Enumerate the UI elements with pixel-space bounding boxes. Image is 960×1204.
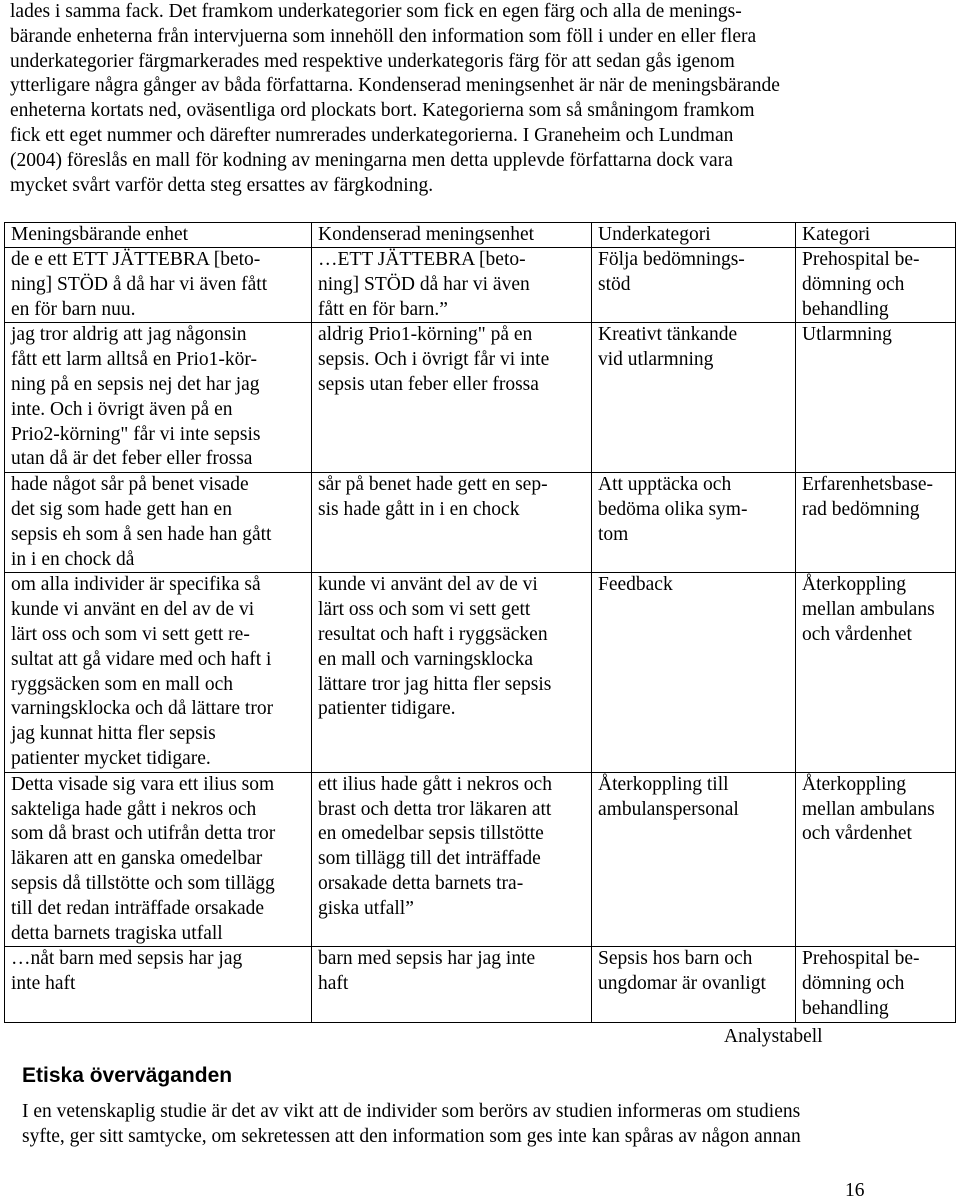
cell-line: Prehospital be- — [802, 948, 920, 970]
cell-line: sakteliga hade gått i nekros och — [11, 798, 257, 820]
cell-line: fått en för barn.” — [318, 298, 448, 320]
cell-line: en för barn nuu. — [11, 298, 136, 320]
cell-line: om alla individer är specifika så — [11, 574, 261, 596]
cell-kategori — [796, 573, 956, 772]
cell-underkategori — [592, 473, 796, 573]
cell-line: aldrig Prio1-körning" på en — [318, 324, 533, 346]
cell-line: lärt oss och som vi sett gett re- — [11, 623, 250, 645]
section-heading: Etiska överväganden — [22, 1064, 233, 1087]
cell-line: Återkoppling — [802, 574, 906, 596]
cell-line: ambulanspersonal — [598, 798, 739, 820]
cell-line: mellan ambulans — [802, 599, 935, 621]
cell-line: som då brast och utifrån detta tror — [11, 823, 276, 845]
cell-line: Återkoppling — [802, 773, 906, 795]
cell-line: in i en chock då — [11, 548, 135, 570]
cell-kondenserad-meningsenhet — [312, 473, 592, 573]
cell-line: Feedback — [598, 574, 673, 596]
paragraph-line: I en vetenskaplig studie är det av vikt att de individer som berörs av studien informeras om studiens — [22, 1101, 801, 1122]
header-kategori: Kategori — [796, 223, 956, 248]
cell-meningsbarande-enhet — [5, 323, 312, 473]
table-body — [5, 248, 956, 1023]
cell-line: utan då är det feber eller frossa — [11, 448, 253, 470]
intro-paragraph — [10, 0, 945, 198]
cell-line: Prehospital be- — [802, 249, 920, 270]
cell-line: sepsis. Och i övrigt får vi inte — [318, 349, 550, 371]
cell-line: rad bedömning — [802, 498, 920, 520]
cell-kategori — [796, 772, 956, 947]
header-underkategori: Underkategori — [592, 223, 796, 248]
cell-line: sultat att gå vidare med och haft i — [11, 648, 272, 670]
cell-underkategori — [592, 323, 796, 473]
paragraph-line: enheterna kortats ned, oväsentliga ord plockats bort. Kategorierna som så småningom framkom — [10, 100, 755, 122]
cell-line: ett ilius hade gått i nekros och — [318, 773, 552, 795]
page-number: 16 — [845, 1180, 865, 1201]
cell-line: sår på benet hade gett en sep- — [318, 474, 548, 496]
cell-line: ungdomar är ovanligt — [598, 973, 766, 995]
cell-line: Utlarmning — [802, 324, 892, 346]
cell-line: inte haft — [11, 973, 76, 995]
paragraph-line: ytterligare några gånger av båda författarna. Kondenserad meningsenhet är när de meningsbärande — [10, 75, 780, 97]
table-row — [5, 772, 956, 947]
cell-meningsbarande-enhet — [5, 248, 312, 323]
cell-line: hade något sår på benet visade — [11, 474, 249, 496]
cell-line: …ETT JÄTTEBRA [beto- — [318, 249, 526, 270]
cell-line: mellan ambulans — [802, 798, 935, 820]
cell-line: Prio2-körning" får vi inte sepsis — [11, 423, 261, 445]
cell-line: en omedelbar sepsis tillstötte — [318, 823, 544, 845]
paragraph-line: lades i samma fack. Det framkom underkategorier som fick en egen färg och alla de menings- — [10, 1, 742, 22]
cell-kondenserad-meningsenhet — [312, 573, 592, 772]
paragraph-line: mycket svårt varför detta steg ersattes av färgkodning. — [10, 174, 434, 196]
cell-line: Erfarenhetsbase- — [802, 474, 934, 496]
cell-line: ning på en sepsis nej det har jag — [11, 373, 260, 395]
cell-line: barn med sepsis har jag inte — [318, 948, 536, 970]
cell-line: ning] STÖD då har vi även — [318, 273, 530, 295]
cell-line: vid utlarmning — [598, 349, 714, 371]
cell-line: patienter tidigare. — [318, 698, 456, 720]
cell-line: jag kunnat hitta fler sepsis — [11, 723, 216, 745]
cell-line: jag tror aldrig att jag någonsin — [11, 324, 247, 346]
table-row — [5, 947, 956, 1022]
cell-line: behandling — [802, 997, 889, 1019]
cell-line: patienter mycket tidigare. — [11, 747, 211, 769]
cell-line: tom — [598, 523, 629, 545]
cell-line: lättare tror jag hitta fler sepsis — [318, 673, 552, 695]
cell-line: sepsis eh som å sen hade han gått — [11, 523, 272, 545]
cell-line: behandling — [802, 298, 889, 320]
cell-line: lärt oss och som vi sett gett — [318, 599, 531, 621]
cell-line: brast och detta tror läkaren att — [318, 798, 552, 820]
cell-kategori — [796, 248, 956, 323]
paragraph-line: syfte, ger sitt samtycke, om sekretessen att den information som ges inte kan spåras av någon annan — [22, 1125, 801, 1147]
cell-kategori — [796, 947, 956, 1022]
cell-line: Kreativt tänkande — [598, 324, 738, 346]
table-header-row — [5, 223, 956, 248]
cell-line: sis hade gått in i en chock — [318, 498, 520, 520]
cell-underkategori — [592, 248, 796, 323]
cell-line: Att upptäcka och — [598, 474, 732, 496]
cell-line: stöd — [598, 273, 631, 295]
cell-line: Följa bedömnings- — [598, 249, 745, 270]
table-row — [5, 248, 956, 323]
cell-line: kunde vi använt en del av de vi — [11, 599, 255, 621]
cell-line: en mall och varningsklocka — [318, 648, 533, 670]
cell-meningsbarande-enhet — [5, 772, 312, 947]
cell-kondenserad-meningsenhet — [312, 947, 592, 1022]
cell-line: Återkoppling till — [598, 773, 729, 795]
cell-meningsbarande-enhet — [5, 573, 312, 772]
cell-line: varningsklocka och då lättare tror — [11, 698, 274, 720]
cell-line: sepsis utan feber eller frossa — [318, 373, 539, 395]
cell-line: resultat och haft i ryggsäcken — [318, 623, 548, 645]
cell-underkategori — [592, 947, 796, 1022]
paragraph-line: bärande enheterna från intervjuerna som innehöll den information som föll i under en eller flera — [10, 25, 757, 47]
cell-line: giska utfall” — [318, 897, 414, 919]
cell-underkategori — [592, 573, 796, 772]
cell-line: det sig som hade gett han en — [11, 498, 232, 520]
header-meningsbarande-enhet: Meningsbärande enhet — [5, 223, 312, 248]
cell-kondenserad-meningsenhet — [312, 323, 592, 473]
cell-underkategori — [592, 772, 796, 947]
cell-line: kunde vi använt del av de vi — [318, 574, 538, 596]
cell-line: och vårdenhet — [802, 823, 912, 845]
cell-meningsbarande-enhet — [5, 473, 312, 573]
paragraph-line: fick ett eget nummer och därefter numrerades underkategorierna. I Graneheim och Lundman — [10, 124, 734, 146]
cell-line: fått ett larm alltså en Prio1-kör- — [11, 349, 257, 371]
analysis-table — [4, 222, 956, 1023]
cell-meningsbarande-enhet — [5, 947, 312, 1022]
cell-kondenserad-meningsenhet — [312, 772, 592, 947]
cell-line: detta barnets tragiska utfall — [11, 922, 223, 944]
cell-line: inte. Och i övrigt även på en — [11, 398, 233, 420]
cell-line: de e ett ETT JÄTTEBRA [beto- — [11, 249, 261, 270]
cell-line: orsakade detta barnets tra- — [318, 872, 524, 894]
table-row — [5, 323, 956, 473]
cell-line: ning] STÖD å då har vi även fått — [11, 273, 268, 295]
cell-line: dömning och — [802, 973, 905, 995]
table-row — [5, 473, 956, 573]
table-caption: Analystabell — [724, 1026, 823, 1047]
cell-line: haft — [318, 973, 349, 995]
header-kondenserad-meningsenhet: Kondenserad meningsenhet — [312, 223, 592, 248]
cell-kategori — [796, 323, 956, 473]
cell-line: till det redan inträffade orsakade — [11, 897, 265, 919]
cell-line: Detta visade sig vara ett ilius som — [11, 773, 275, 795]
cell-kategori — [796, 473, 956, 573]
cell-line: bedöma olika sym- — [598, 498, 748, 520]
cell-line: …nåt barn med sepsis har jag — [11, 948, 243, 970]
paragraph-line: underkategorier färgmarkerades med respektive underkategoris färg för att sedan gås igenom — [10, 50, 735, 72]
cell-kondenserad-meningsenhet — [312, 248, 592, 323]
cell-line: som tillägg till det inträffade — [318, 848, 541, 870]
table-row — [5, 573, 956, 772]
cell-line: ryggsäcken som en mall och — [11, 673, 234, 695]
cell-line: läkaren att en ganska omedelbar — [11, 848, 263, 870]
cell-line: Sepsis hos barn och — [598, 948, 753, 970]
cell-line: dömning och — [802, 273, 905, 295]
cell-line: sepsis då tillstötte och som tillägg — [11, 872, 275, 894]
paragraph-line: (2004) föreslås en mall för kodning av meningarna men detta upplevde författarna dock vara — [10, 149, 733, 171]
ethics-paragraph — [22, 1100, 902, 1150]
cell-line: och vårdenhet — [802, 623, 912, 645]
